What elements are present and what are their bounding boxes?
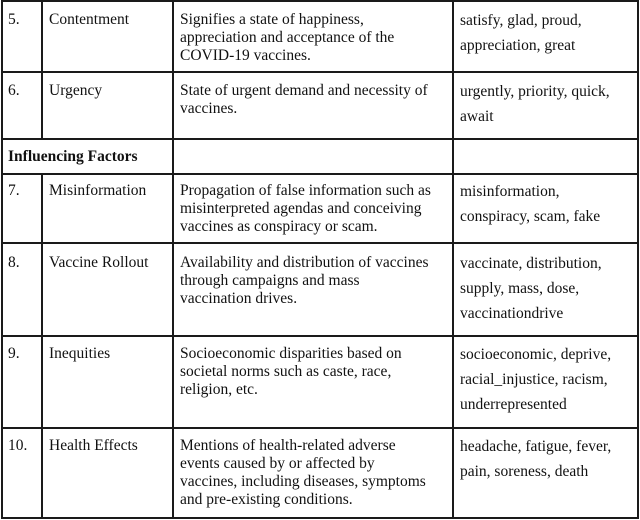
theme-keywords: socioeconomic, deprive, racial_injustice, racism, underrepresented xyxy=(460,346,612,413)
theme-description: Mentions of health-related adverse events caused by or affected by vaccines, including diseases, symptoms and pre-existing conditions. xyxy=(180,437,426,508)
row-divider xyxy=(1,173,639,175)
column-divider xyxy=(41,173,43,519)
theme-description: Socioeconomic disparities based on societal norms such as caste, race, religion, etc. xyxy=(180,345,402,398)
row-divider xyxy=(1,0,639,2)
column-divider xyxy=(41,0,43,139)
theme-name: Contentment xyxy=(49,11,130,28)
theme-description: Signifies a state of happiness, appreciation and acceptance of the COVID-19 vaccines. xyxy=(180,11,395,64)
row-number: 5. xyxy=(8,11,20,28)
theme-keywords: satisfy, glad, proud, appreciation, great xyxy=(460,12,582,54)
row-number: 8. xyxy=(8,254,20,271)
column-divider xyxy=(172,0,174,519)
theme-description: Availability and distribution of vaccines through campaigns and mass vaccination drives. xyxy=(180,254,429,307)
row-divider xyxy=(1,138,639,140)
theme-name: Misinformation xyxy=(49,182,147,199)
row-number: 6. xyxy=(8,82,20,99)
theme-name: Inequities xyxy=(49,345,111,362)
theme-keywords: urgently, priority, quick, await xyxy=(460,83,610,125)
row-number: 9. xyxy=(8,345,20,362)
theme-keywords: headache, fatigue, fever, pain, soreness, death xyxy=(460,438,612,480)
theme-description: State of urgent demand and necessity of vaccines. xyxy=(180,82,428,117)
theme-keywords: vaccinate, distribution, supply, mass, dose, vaccinationdrive xyxy=(460,255,602,322)
row-divider xyxy=(1,242,639,244)
theme-name: Vaccine Rollout xyxy=(49,254,149,271)
column-divider xyxy=(1,0,3,519)
row-divider xyxy=(1,427,639,429)
column-divider xyxy=(452,0,454,519)
theme-name: Health Effects xyxy=(49,437,138,454)
row-divider xyxy=(1,335,639,337)
column-divider xyxy=(637,0,639,519)
row-number: 7. xyxy=(8,182,20,199)
row-divider xyxy=(1,71,639,73)
row-divider xyxy=(1,517,639,519)
theme-name: Urgency xyxy=(49,82,103,99)
row-number: 10. xyxy=(8,437,28,454)
theme-description: Propagation of false information such as misinterpreted agendas and conceiving vaccines as conspiracy or scam. xyxy=(180,182,431,235)
theme-keywords: misinformation, conspiracy, scam, fake xyxy=(460,183,601,225)
section-header: Influencing Factors xyxy=(8,148,138,165)
